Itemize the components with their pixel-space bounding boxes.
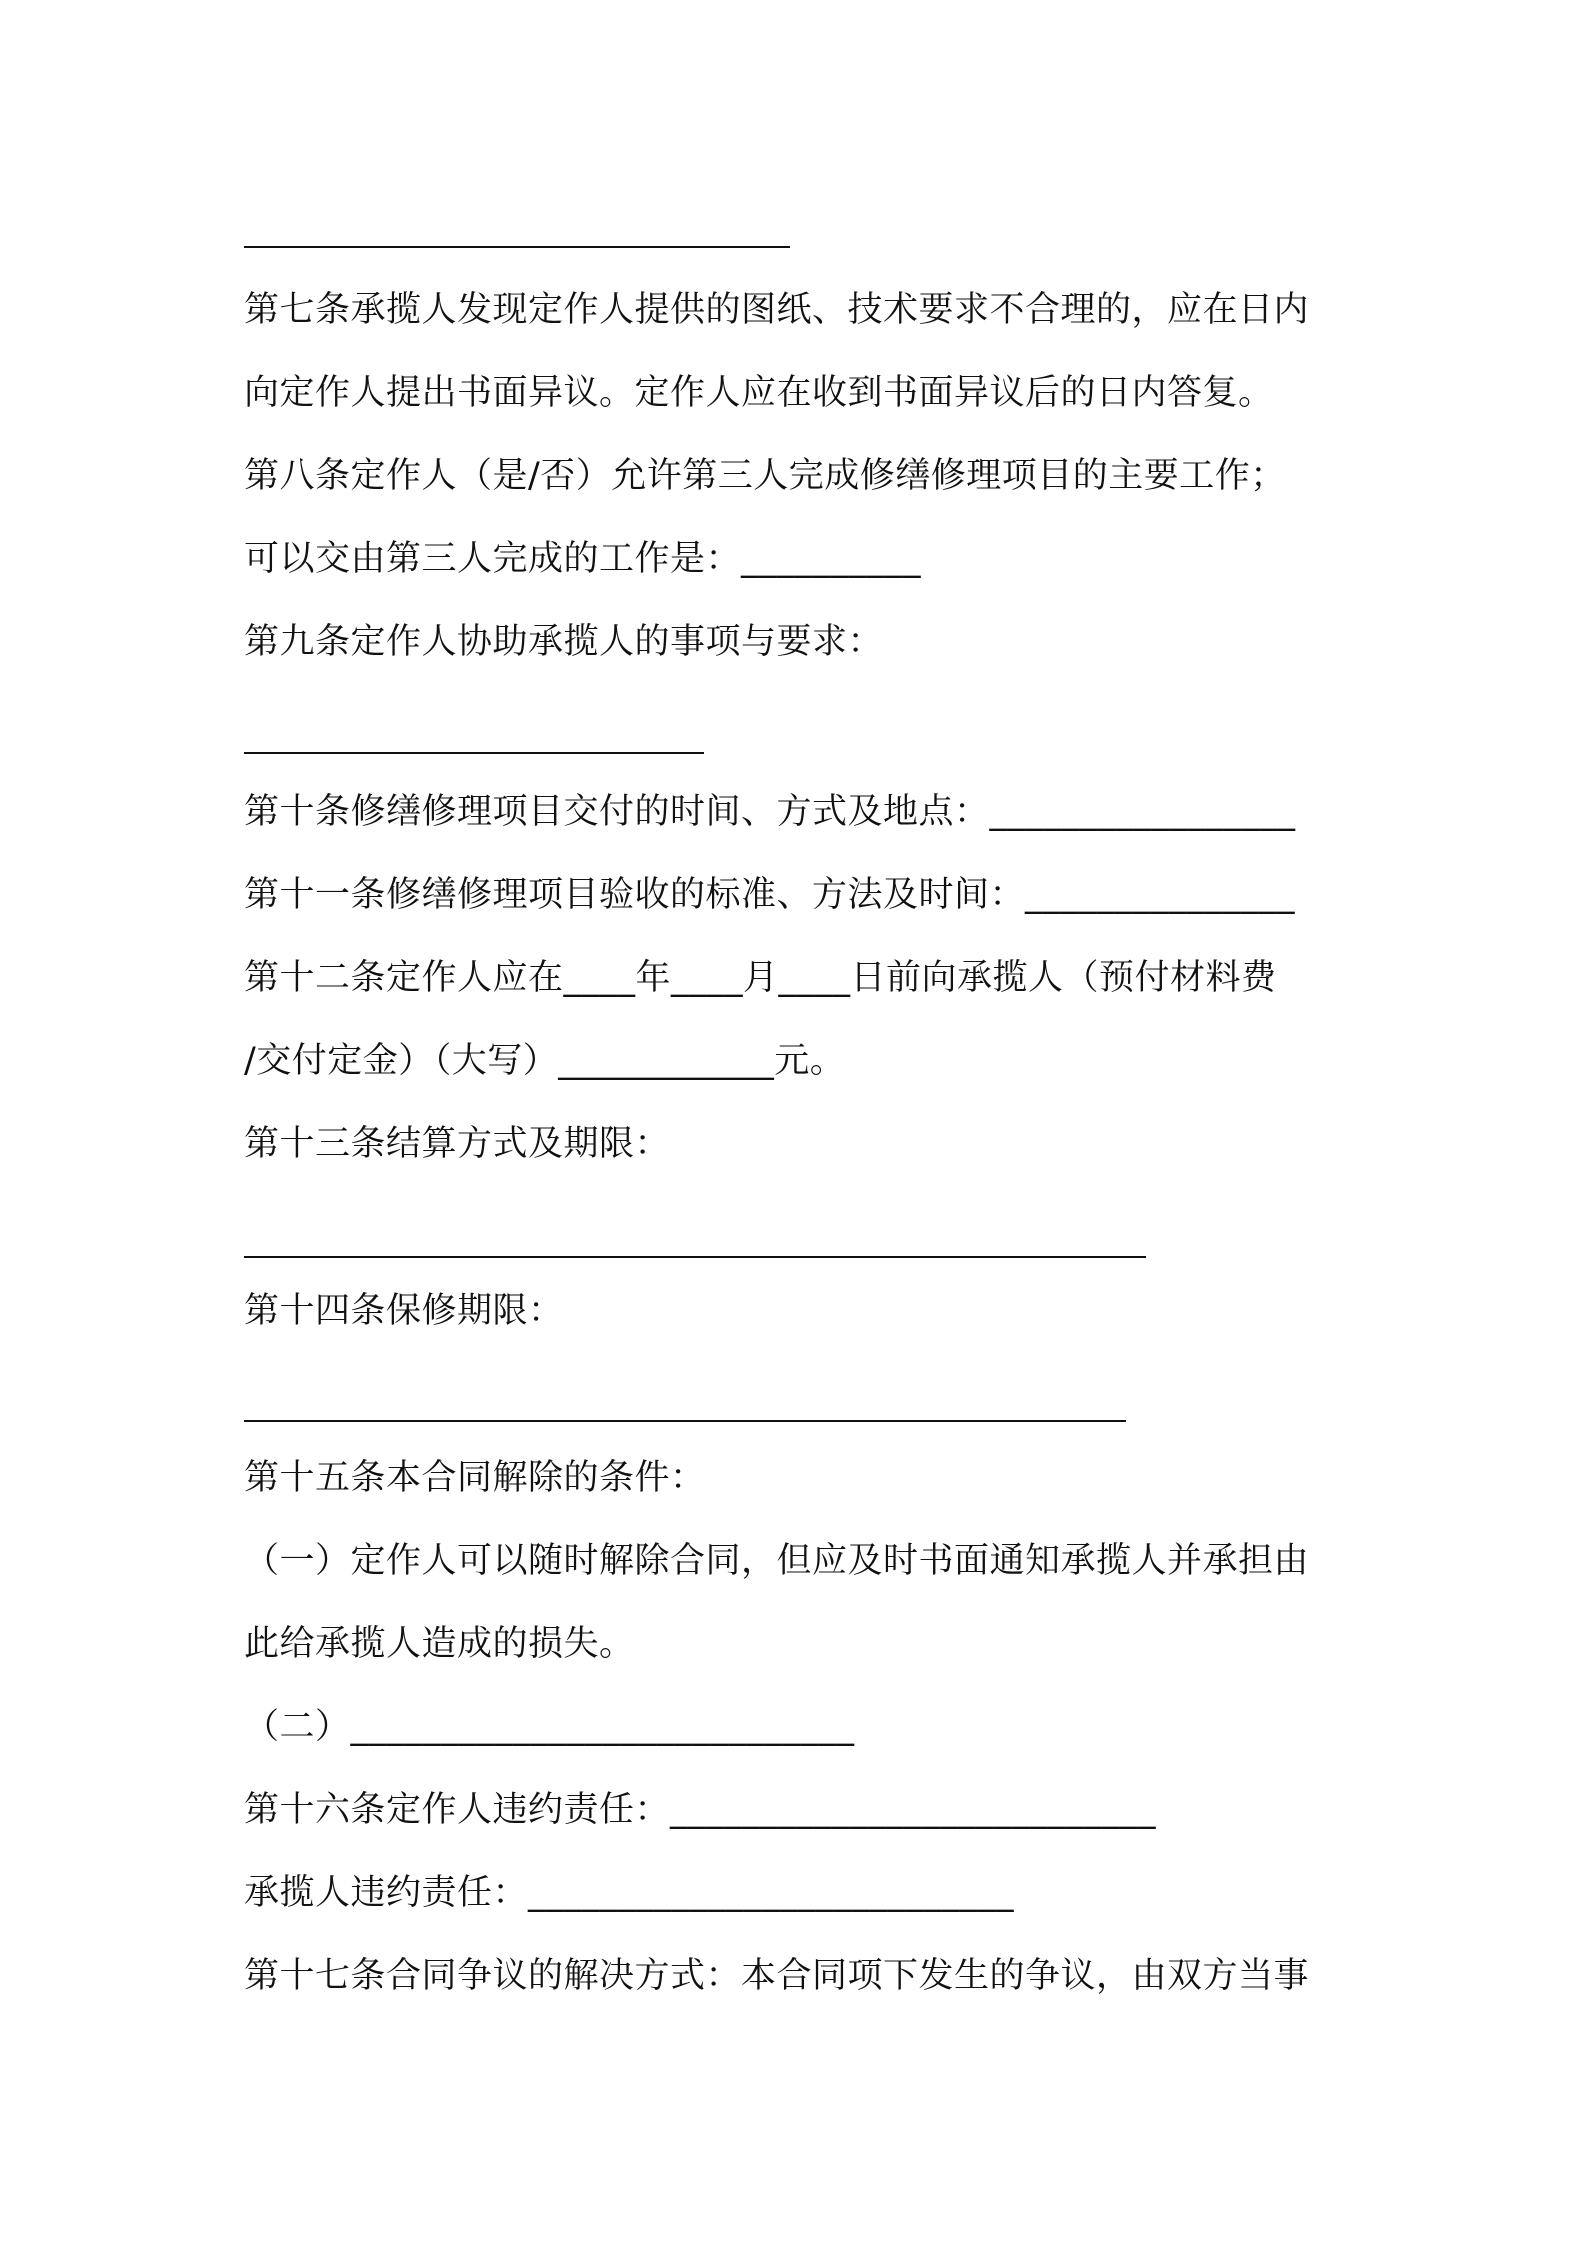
article-17-line: 第十七条合同争议的解决方式：本合同项下发生的争议，由双方当事 [244, 1956, 1310, 1996]
blank-rule [244, 1256, 1146, 1258]
article-16-line-2: 承揽人违约责任：___________________________ [244, 1873, 1015, 1913]
article-7-line-1: 第七条承揽人发现定作人提供的图纸、技术要求不合理的，应在日内 [244, 290, 1310, 330]
article-11-line: 第十一条修缮修理项目验收的标准、方法及时间：_______________ [244, 875, 1296, 915]
article-14-line: 第十四条保修期限： [244, 1291, 564, 1331]
article-13-line: 第十三条结算方式及期限： [244, 1124, 671, 1164]
article-9-line: 第九条定作人协助承揽人的事项与要求： [244, 622, 884, 662]
article-10-line: 第十条修缮修理项目交付的时间、方式及地点：_________________ [244, 792, 1296, 832]
article-15-item-1-line-2: 此给承揽人造成的损失。 [244, 1624, 635, 1664]
blank-rule [244, 752, 704, 754]
article-12-line-1: 第十二条定作人应在____年____月____日前向承揽人（预付材料费 [244, 958, 1277, 998]
article-15-line: 第十五条本合同解除的条件： [244, 1458, 706, 1498]
blank-rule [244, 1420, 1126, 1422]
article-15-item-1-line-1: （一）定作人可以随时解除合同，但应及时书面通知承揽人并承担由 [244, 1541, 1310, 1581]
article-12-line-2: /交付定金）（大写）____________元。 [244, 1041, 846, 1081]
article-8-line-2: 可以交由第三人完成的工作是：__________ [244, 539, 922, 579]
article-16-line-1: 第十六条定作人违约责任：___________________________ [244, 1790, 1157, 1830]
blank-rule [244, 246, 790, 248]
article-8-line-1: 第八条定作人（是/否）允许第三人完成修缮修理项目的主要工作； [244, 456, 1286, 496]
article-15-item-2-line: （二）____________________________ [244, 1707, 855, 1747]
article-7-line-2: 向定作人提出书面异议。定作人应在收到书面异议后的日内答复。 [244, 373, 1274, 413]
